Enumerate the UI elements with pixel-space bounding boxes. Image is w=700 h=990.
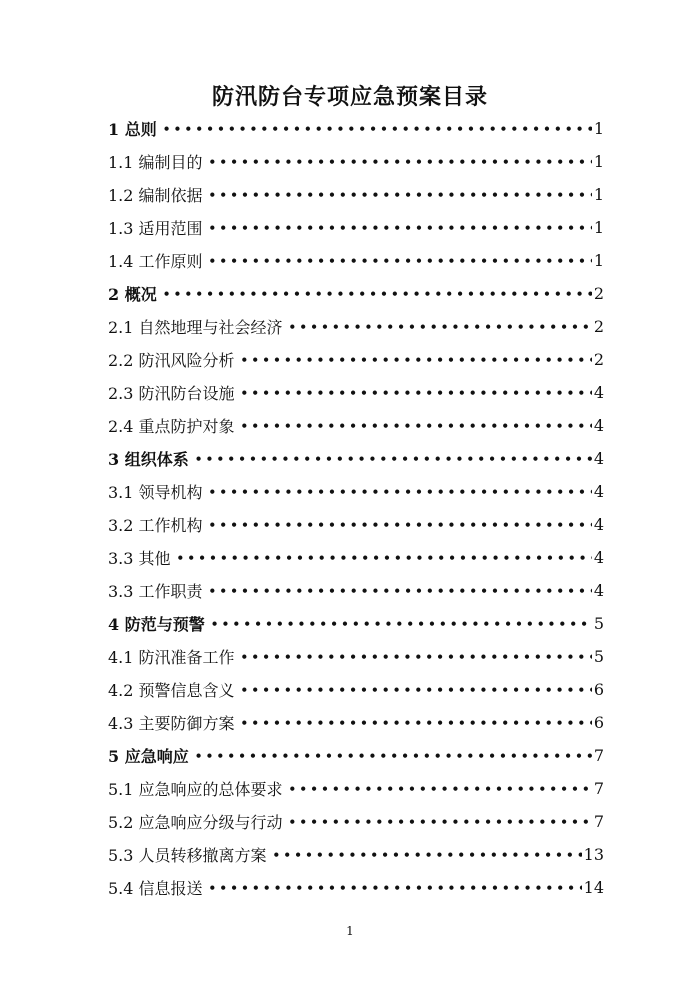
dot-leader — [209, 254, 592, 268]
dot-leader — [209, 155, 592, 169]
toc-entry[interactable] — [108, 574, 604, 607]
toc-entry-label: 3 组织体系 — [108, 450, 189, 469]
toc-entry[interactable] — [108, 211, 604, 244]
toc-entry-label: 1 总则 — [108, 120, 157, 139]
toc-entry[interactable] — [108, 805, 604, 838]
toc-entry[interactable] — [108, 871, 604, 904]
toc-entry[interactable] — [108, 739, 604, 772]
toc-entry-page: 4 — [593, 515, 604, 534]
toc-entry[interactable] — [108, 244, 604, 277]
dot-leader — [209, 584, 592, 598]
toc-entry-page: 2 — [593, 317, 604, 336]
toc-entry-label: 4.2 预警信息含义 — [108, 681, 235, 700]
toc-entry-page: 2 — [593, 284, 604, 303]
toc-entry-label: 4.3 主要防御方案 — [108, 714, 235, 733]
toc-entry-page: 6 — [593, 713, 604, 732]
dot-leader — [163, 122, 592, 136]
toc-entry-label: 5.1 应急响应的总体要求 — [108, 780, 283, 799]
toc-entry-page: 7 — [593, 746, 604, 765]
toc-entry-page: 5 — [593, 647, 604, 666]
dot-leader — [177, 551, 592, 565]
toc-entry-page: 4 — [593, 449, 604, 468]
toc-entry-page: 4 — [593, 482, 604, 501]
dot-leader — [289, 320, 592, 334]
dot-leader — [241, 419, 592, 433]
dot-leader — [289, 782, 592, 796]
toc-entry[interactable] — [108, 178, 604, 211]
toc-entry-label: 2.1 自然地理与社会经济 — [108, 318, 283, 337]
toc-entry-label: 3.3 其他 — [108, 549, 171, 568]
toc-entry-page: 7 — [593, 779, 604, 798]
toc-entry-page: 4 — [593, 548, 604, 567]
dot-leader — [241, 683, 592, 697]
toc-entry-label: 3.1 领导机构 — [108, 483, 203, 502]
dot-leader — [209, 518, 592, 532]
dot-leader — [163, 287, 592, 301]
toc-entry-page: 5 — [593, 614, 604, 633]
dot-leader — [241, 353, 592, 367]
toc-entry[interactable] — [108, 475, 604, 508]
toc-entry-label: 2.4 重点防护对象 — [108, 417, 235, 436]
toc-entry-page: 4 — [593, 383, 604, 402]
toc-entry-page: 6 — [593, 680, 604, 699]
dot-leader — [273, 848, 582, 862]
dot-leader — [241, 716, 592, 730]
toc-entry-page: 1 — [593, 152, 604, 171]
dot-leader — [241, 650, 592, 664]
toc-entry[interactable] — [108, 442, 604, 475]
toc-entry[interactable] — [108, 640, 604, 673]
dot-leader — [195, 749, 592, 763]
toc-entry[interactable] — [108, 277, 604, 310]
page-number: 1 — [346, 924, 354, 938]
toc-entry[interactable] — [108, 706, 604, 739]
toc-entry[interactable] — [108, 376, 604, 409]
toc-entry-page: 4 — [593, 416, 604, 435]
toc-entry[interactable] — [108, 541, 604, 574]
toc-entry[interactable] — [108, 310, 604, 343]
toc-entry-page: 2 — [593, 350, 604, 369]
toc-entry[interactable] — [108, 112, 604, 145]
dot-leader — [289, 815, 592, 829]
toc-entry-label: 1.3 适用范围 — [108, 219, 203, 238]
toc-entry[interactable] — [108, 508, 604, 541]
dot-leader — [241, 386, 592, 400]
toc-entry-page: 7 — [593, 812, 604, 831]
toc-entry-label: 1.2 编制依据 — [108, 186, 203, 205]
toc-entry-label: 3.2 工作机构 — [108, 516, 203, 535]
toc-entry-label: 4.1 防汛准备工作 — [108, 648, 235, 667]
toc-entry[interactable] — [108, 409, 604, 442]
toc-entry-label: 1.4 工作原则 — [108, 252, 203, 271]
dot-leader — [209, 485, 592, 499]
toc-entry-label: 2.2 防汛风险分析 — [108, 351, 235, 370]
toc-entry-label: 2 概况 — [108, 285, 157, 304]
toc-entry-label: 3.3 工作职责 — [108, 582, 203, 601]
toc-entry-page: 14 — [583, 878, 604, 897]
toc-entry-page: 1 — [593, 218, 604, 237]
toc-entry-label: 2.3 防汛防台设施 — [108, 384, 235, 403]
toc-entry[interactable] — [108, 145, 604, 178]
dot-leader — [209, 221, 592, 235]
dot-leader — [211, 617, 592, 631]
table-of-contents — [108, 112, 604, 904]
toc-entry-page: 4 — [593, 581, 604, 600]
toc-entry-page: 1 — [593, 185, 604, 204]
toc-entry-label: 5.2 应急响应分级与行动 — [108, 813, 283, 832]
toc-entry-label: 5.3 人员转移撤离方案 — [108, 846, 267, 865]
toc-entry[interactable] — [108, 343, 604, 376]
toc-entry-label: 5 应急响应 — [108, 747, 189, 766]
toc-entry[interactable] — [108, 838, 604, 871]
dot-leader — [209, 188, 592, 202]
dot-leader — [209, 881, 582, 895]
toc-entry-label: 5.4 信息报送 — [108, 879, 203, 898]
toc-entry-page: 13 — [583, 845, 604, 864]
toc-entry[interactable] — [108, 772, 604, 805]
toc-entry[interactable] — [108, 607, 604, 640]
toc-entry-page: 1 — [593, 251, 604, 270]
toc-entry-label: 1.1 编制目的 — [108, 153, 203, 172]
toc-entry[interactable] — [108, 673, 604, 706]
toc-entry-page: 1 — [593, 119, 604, 138]
page-title: 防汛防台专项应急预案目录 — [211, 84, 488, 110]
dot-leader — [195, 452, 592, 466]
toc-entry-label: 4 防范与预警 — [108, 615, 205, 634]
